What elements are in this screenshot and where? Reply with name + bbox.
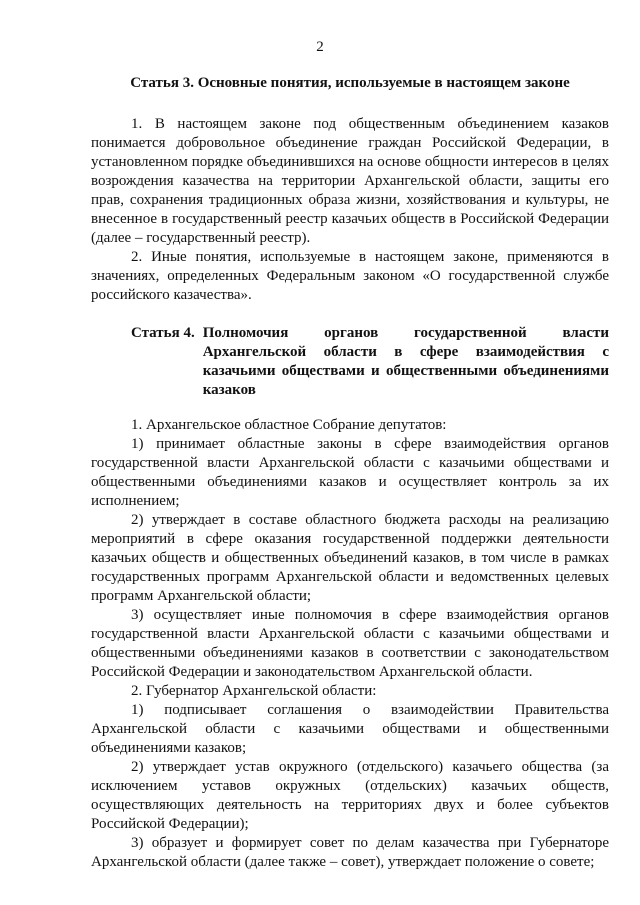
article-3-paragraph: 2. Иные понятия, используемые в настоящем законе, применяются в значениях, определенных Федеральным законом «О государственной службе российского казачества». — [91, 249, 609, 303]
article-4-heading — [131, 324, 609, 400]
article-4-paragraph: 1) подписывает соглашения о взаимодействии Правительства Архангельской области с казачьими обществами и общественными объединениями казаков; — [91, 702, 609, 756]
article-4-label: Статья 4. — [131, 325, 195, 341]
article-4-paragraph: 2) утверждает устав окружного (отдельского) казачьего общества (за исключением уставов окружных (отдельских) казачьих обществ, осуществляющих деятельность на территориях двух и более субъектов Российской Федерации); — [91, 759, 609, 832]
article-4-title: Полномочия органов государственной власти Архангельской области в сфере взаимодействия с казачьими обществами и общественными объединениями казаков — [202, 325, 609, 398]
article-3-heading: Статья 3. Основные понятия, используемые в настоящем законе — [130, 75, 570, 91]
article-4-paragraph: 1) принимает областные законы в сфере взаимодействия органов государственной власти Архангельской области с казачьими обществами и общественными объединениями казаков и осуществляет контроль за их исполнением; — [91, 436, 609, 509]
article-4-paragraph: 3) осуществляет иные полномочия в сфере взаимодействия органов государственной власти Архангельской области с казачьими обществами и общественными объединениями казаков в соответствии с законодательством Российской Федерации и законодательством Архангельской области. — [91, 607, 609, 680]
article-3-paragraph: 1. В настоящем законе под общественным объединением казаков понимается добровольное объединение граждан Российской Федерации, в установленном порядке объединившихся на основе общности интересов в целях возрождения казачества на территории Архангельской области, защиты его прав, сохранения традиционных образа жизни, хозяйствования и культуры, не внесенное в государственный реестр казачьих обществ в Российской Федерации (далее – государственный реестр). — [91, 116, 609, 246]
article-4-paragraph: 3) образует и формирует совет по делам казачества при Губернаторе Архангельской области (далее также – совет), утверждает положение о совете; — [91, 835, 609, 870]
article-4-paragraph: 2) утверждает в составе областного бюджета расходы на реализацию мероприятий в сфере оказания государственной поддержки деятельности казачьих обществ и общественных объединений казаков, в том числе в рамках государственных программ Архангельской области и ведомственных целевых программ Архангельской области; — [91, 512, 609, 604]
article-4-paragraph: 1. Архангельское областное Собрание депутатов: — [131, 417, 447, 433]
document-body — [91, 74, 609, 872]
article-4-paragraph: 2. Губернатор Архангельской области: — [131, 683, 377, 699]
page-number: 2 — [316, 39, 324, 55]
